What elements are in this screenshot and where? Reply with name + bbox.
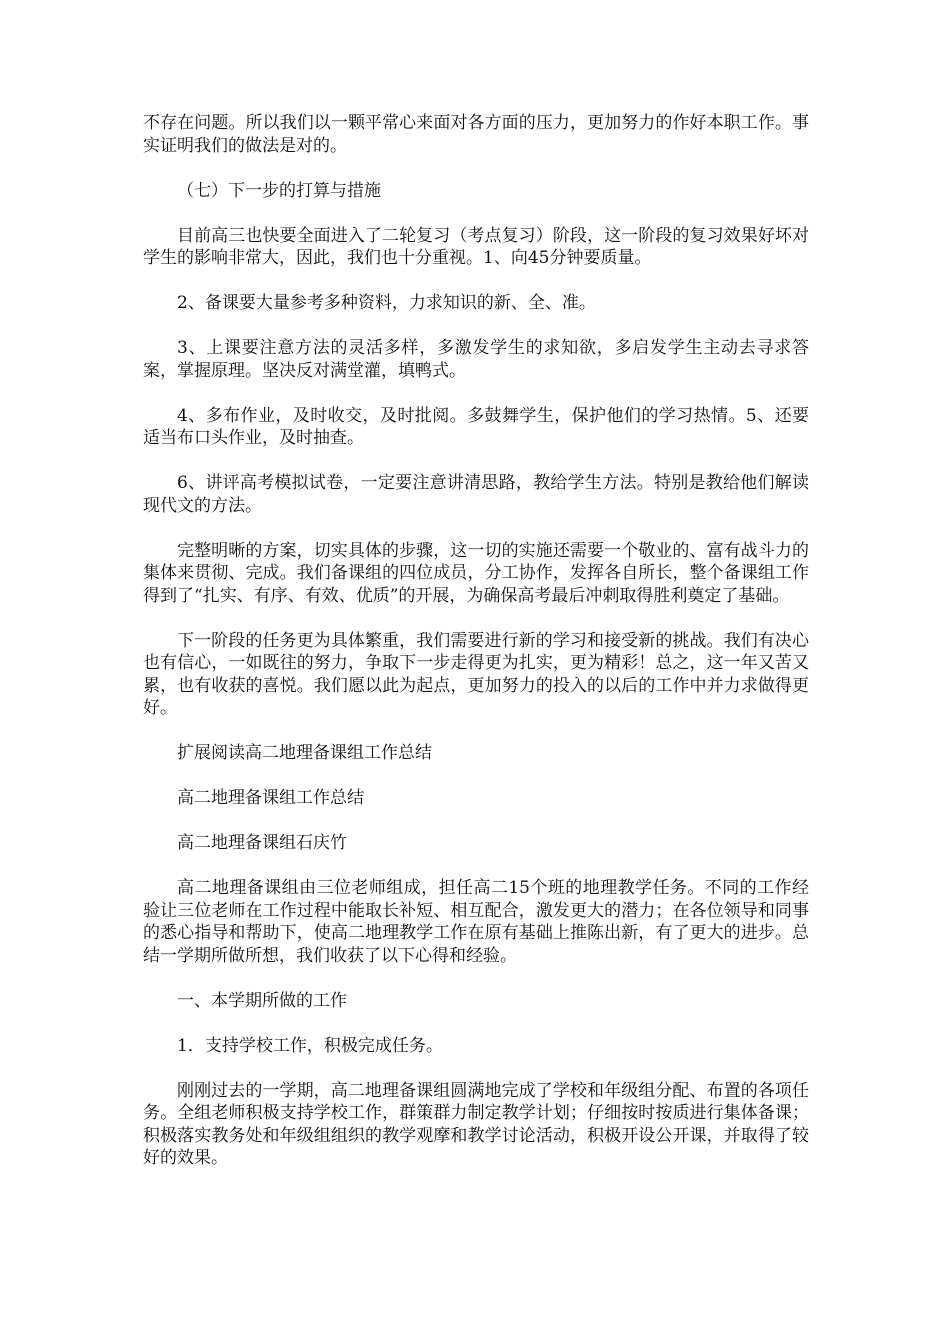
section-heading: 一、本学期所做的工作 <box>177 990 347 1011</box>
author-line: 高二地理备课组石庆竹 <box>177 833 347 853</box>
list-item: 6、讲评高考模拟试卷，一定要注意讲清思路，教给学生方法。特别是教给他们解读现代文的方法。 <box>143 473 809 516</box>
paragraph: 下一阶段的任务更为具体繁重，我们需要进行新的学习和接受新的挑战。我们有决心也有信心，一如既往的努力，争取下一步走得更为扎实，更为精彩！总之，这一年又苦又累，也有收获的喜悦。我们愿以此为起点，更加努力的投入的以后的工作中并力求做得更好。 <box>143 630 809 718</box>
paragraph: 目前高三也快要全面进入了二轮复习（考点复习）阶段，这一阶段的复习效果好坏对学生的影响非常大，因此，我们也十分重视。1、向45分钟要质量。 <box>143 225 809 268</box>
list-item: 4、多布作业，及时收交，及时批阅。多鼓舞学生，保护他们的学习热情。5、还要适当布口头作业，及时抽查。 <box>143 405 809 448</box>
section-heading-next-steps: （七）下一步的打算与措施 <box>177 180 381 201</box>
document-page <box>143 112 809 1192</box>
paragraph: 刚刚过去的一学期，高二地理备课组圆满地完成了学校和年级组分配、布置的各项任务。全组老师积极支持学校工作，群策群力制定教学计划；仔细按时按质进行集体备课；积极落实教务处和年级组组织的教学观摩和教学讨论活动，积极开设公开课，并取得了较好的效果。 <box>143 1080 809 1168</box>
list-item: 3、上课要注意方法的灵活多样，多激发学生的求知欲，多启发学生主动去寻求答案，掌握原理。坚决反对满堂灌，填鸭式。 <box>143 338 809 381</box>
paragraph-continued: 不存在问题。所以我们以一颗平常心来面对各方面的压力，更加努力的作好本职工作。事实证明我们的做法是对的。 <box>143 113 809 156</box>
paragraph: 高二地理备课组由三位老师组成，担任高二15个班的地理教学任务。不同的工作经验让三位老师在工作过程中能取长补短、相互配合，激发更大的潜力；在各位领导和同事的悉心指导和帮助下，使高二地理教学工作在原有基础上推陈出新，有了更大的进步。总结一学期所做所想，我们收获了以下心得和经验。 <box>143 878 809 966</box>
document-title: 高二地理备课组工作总结 <box>177 788 364 808</box>
extended-reading-heading: 扩展阅读高二地理备课组工作总结 <box>177 743 432 763</box>
paragraph: 完整明晰的方案，切实具体的步骤，这一切的实施还需要一个敬业的、富有战斗力的集体来贯彻、完成。我们备课组的四位成员，分工协作，发挥各自所长，整个备课组工作得到了“扎实、有序、有效、优质”的开展，为确保高考最后冲刺取得胜利奠定了基础。 <box>143 540 809 606</box>
list-item: 2、备课要大量参考多种资料，力求知识的新、全、准。 <box>177 293 596 313</box>
subsection-heading: 1．支持学校工作，积极完成任务。 <box>177 1035 443 1056</box>
